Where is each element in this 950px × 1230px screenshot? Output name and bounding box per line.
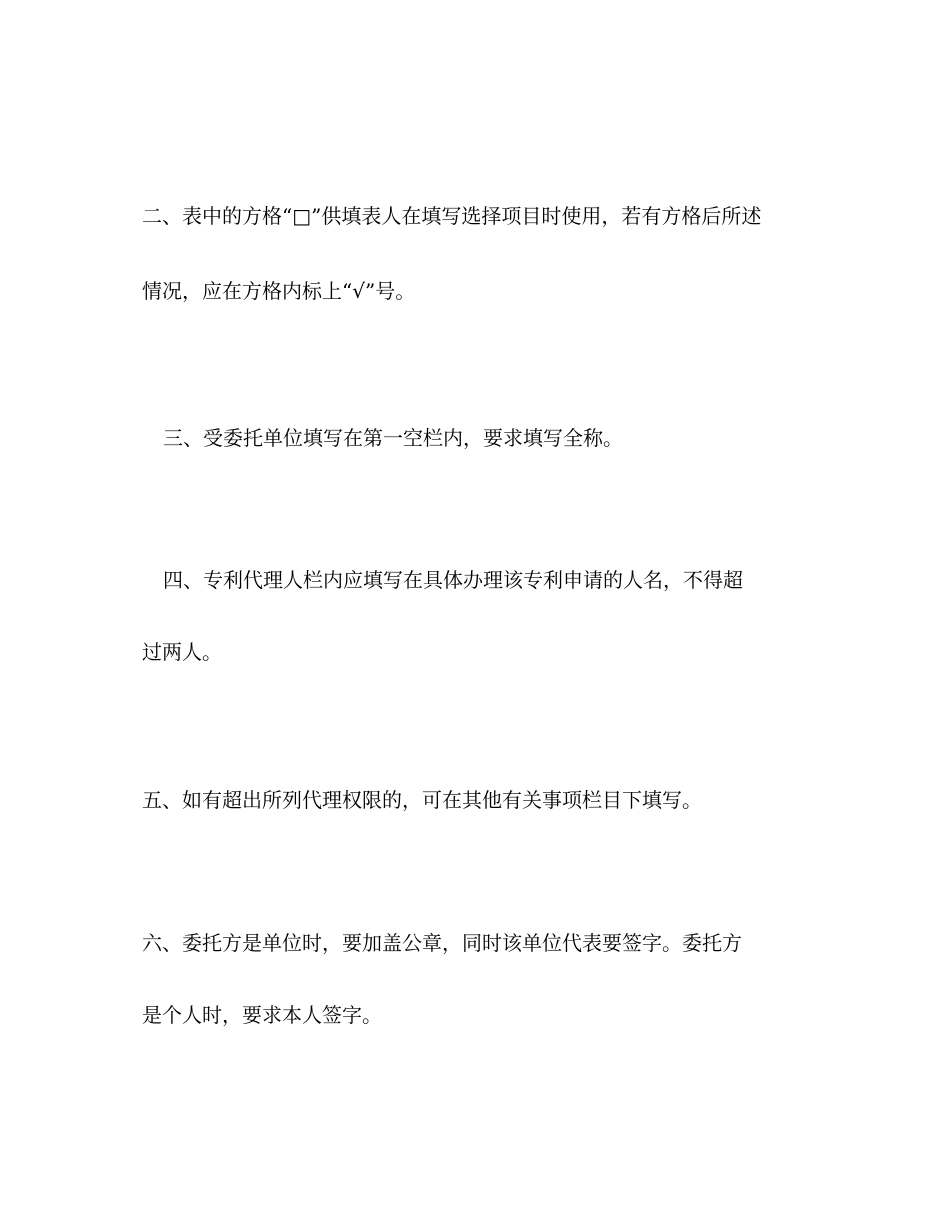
paragraph-4-line-2: 过两人。 [142,640,222,664]
paragraph-5-line-1: 五、如有超出所列代理权限的，可在其他有关事项栏目下填写。 [142,788,702,812]
paragraph-2-line-1: 二、表中的方格“□”供填表人在填写选择项目时使用，若有方格后所述 [142,204,762,228]
paragraph-4-line-1: 四、专利代理人栏内应填写在具体办理该专利申请的人名，不得超 [163,568,743,592]
paragraph-6-line-2: 是个人时，要求本人签字。 [142,1003,382,1027]
paragraph-6-line-1: 六、委托方是单位时，要加盖公章，同时该单位代表要签字。委托方 [142,931,742,955]
paragraph-2-line-2: 情况，应在方格内标上“√”号。 [142,279,416,303]
paragraph-3-line-1: 三、受委托单位填写在第一空栏内，要求填写全称。 [163,426,623,450]
